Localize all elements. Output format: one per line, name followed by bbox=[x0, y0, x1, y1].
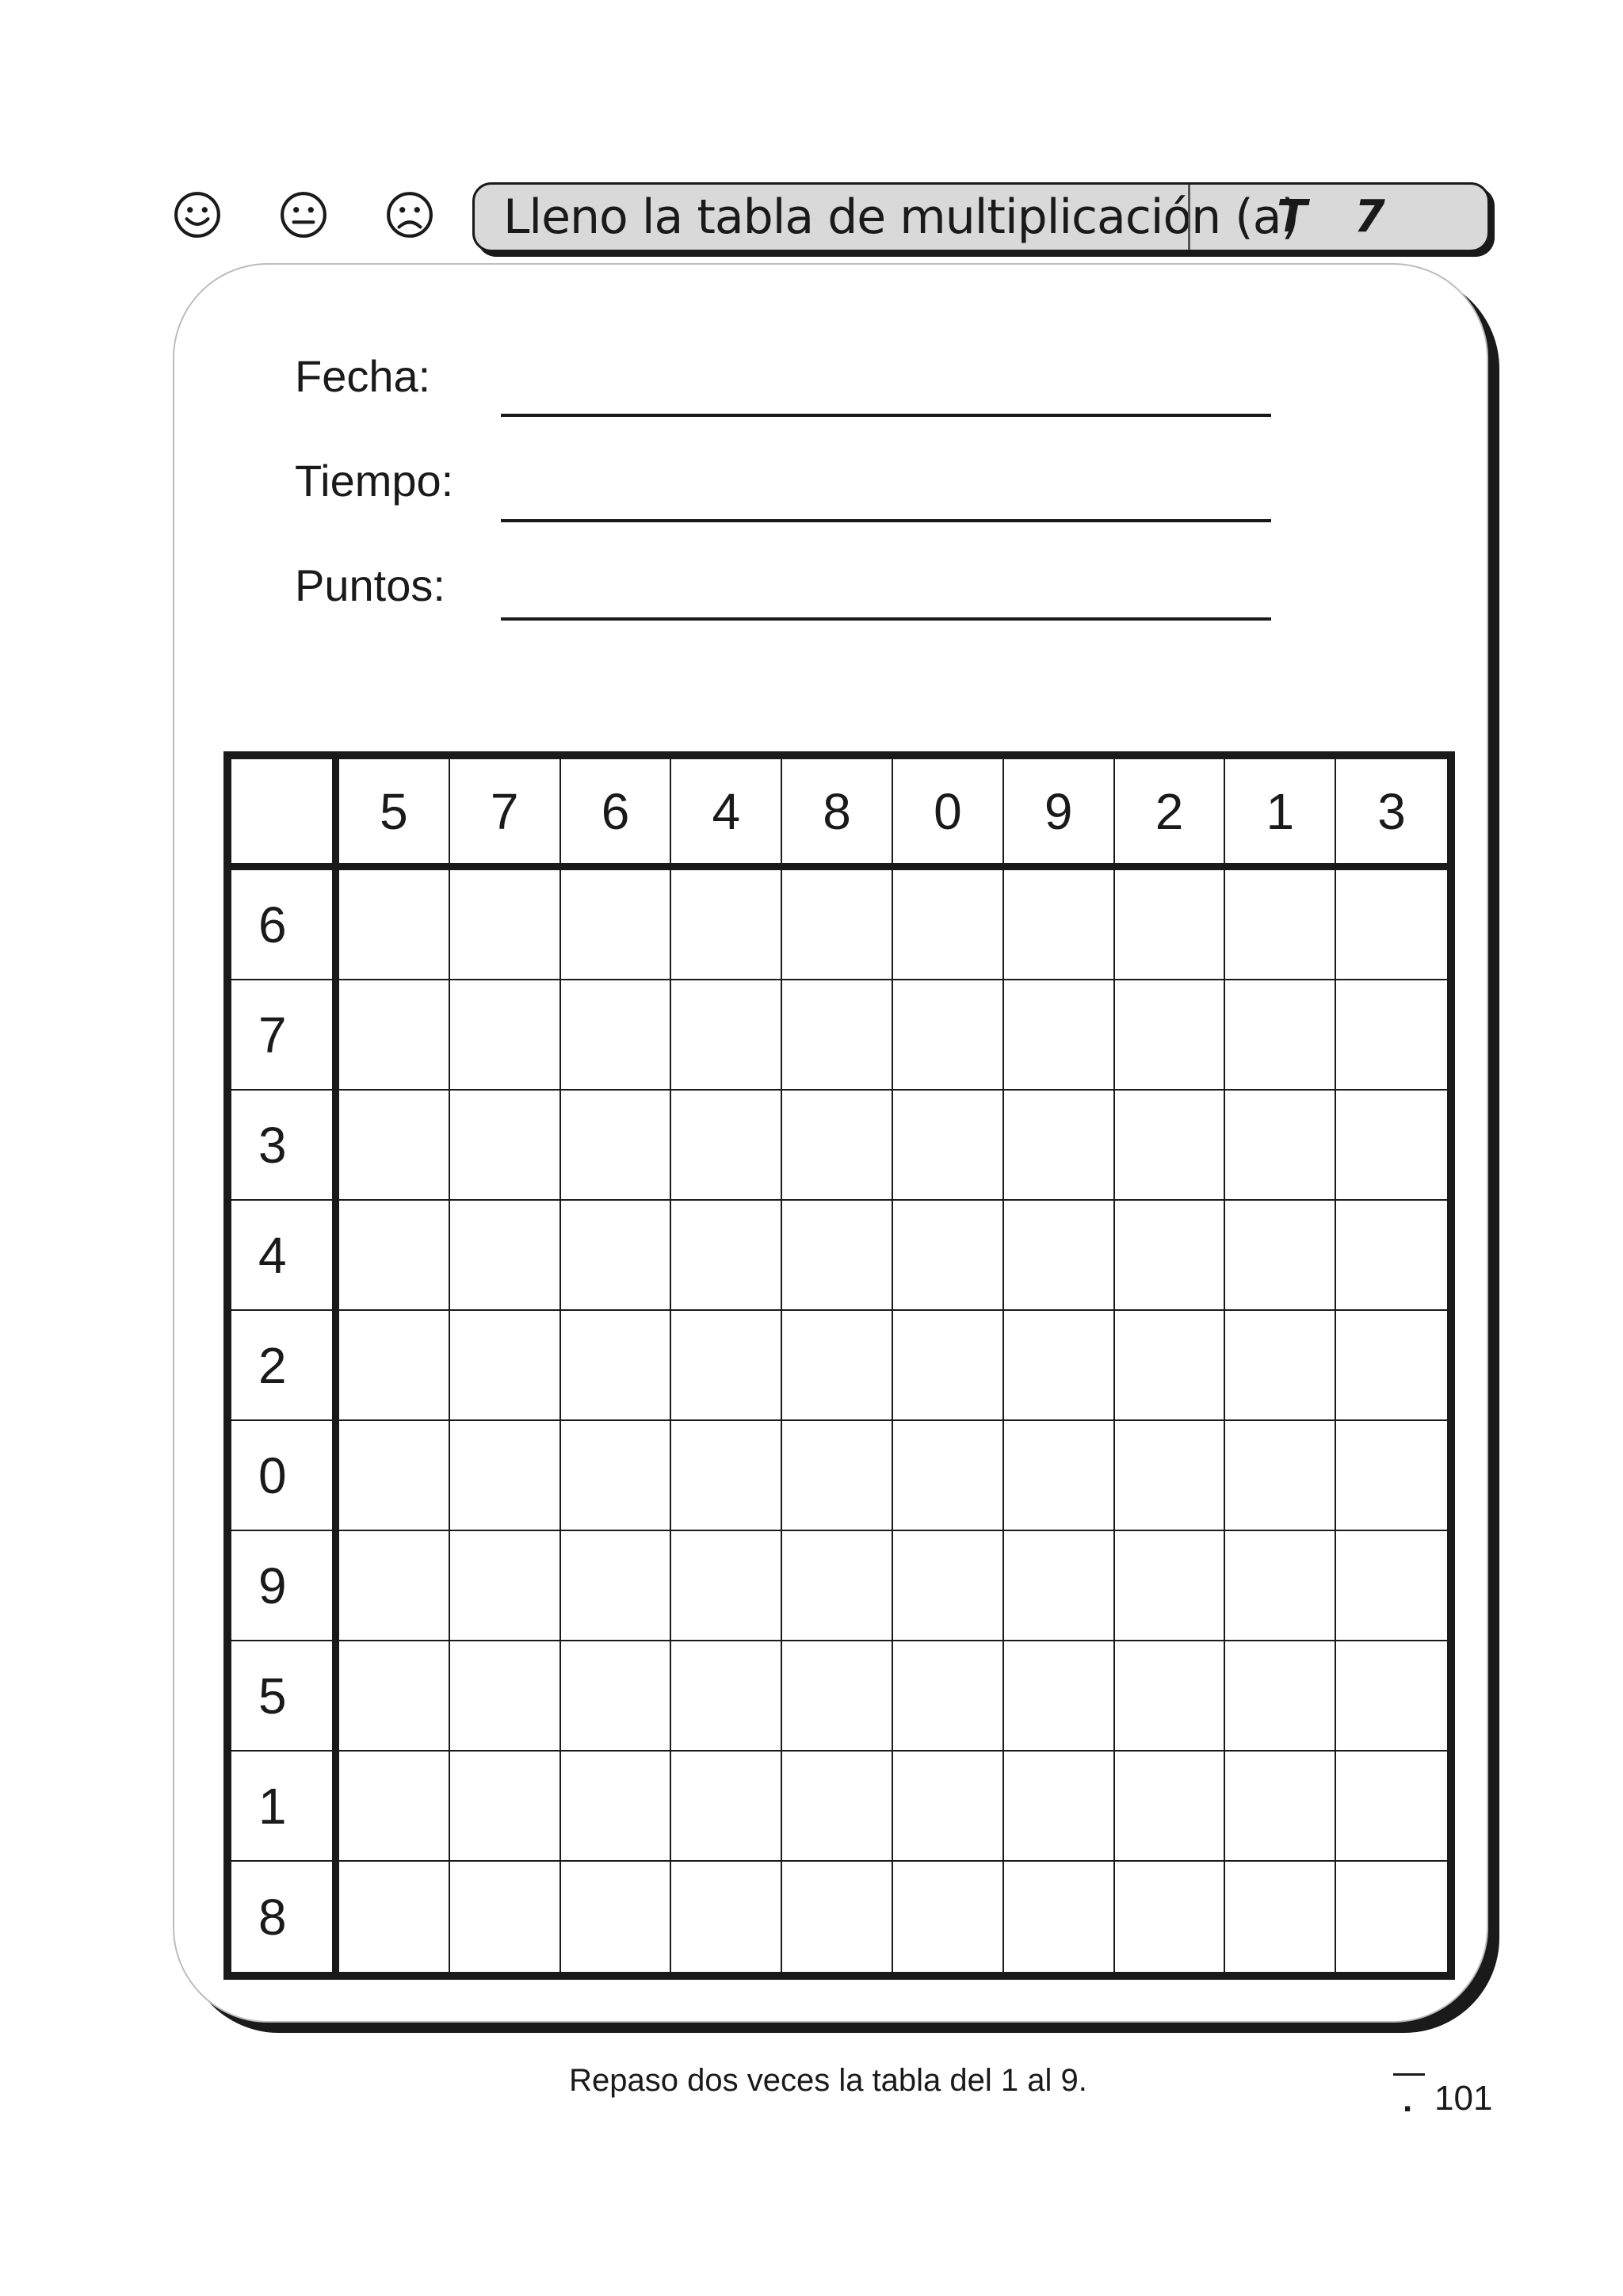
answer-cell[interactable] bbox=[1004, 1862, 1115, 1972]
answer-cell[interactable] bbox=[782, 1311, 893, 1421]
answer-cell[interactable] bbox=[561, 1311, 672, 1421]
answer-cell[interactable] bbox=[339, 1641, 450, 1752]
title-bar bbox=[472, 182, 1490, 252]
answer-cell[interactable] bbox=[1336, 1531, 1447, 1641]
answer-cell[interactable] bbox=[1115, 1421, 1226, 1531]
answer-cell[interactable] bbox=[782, 1862, 893, 1972]
answer-cell[interactable] bbox=[1004, 1641, 1115, 1752]
answer-cell[interactable] bbox=[1225, 980, 1336, 1091]
tiempo-line[interactable] bbox=[501, 519, 1271, 522]
answer-cell[interactable] bbox=[450, 1311, 561, 1421]
answer-cell[interactable] bbox=[1225, 1311, 1336, 1421]
answer-cell[interactable] bbox=[1115, 870, 1226, 980]
answer-cell[interactable] bbox=[1115, 1862, 1226, 1972]
answer-cell[interactable] bbox=[561, 1862, 672, 1972]
answer-cell[interactable] bbox=[450, 980, 561, 1091]
answer-cell[interactable] bbox=[893, 1862, 1004, 1972]
page-mark-line bbox=[1393, 2073, 1425, 2076]
answer-cell[interactable] bbox=[1336, 870, 1447, 980]
neutral-face-icon[interactable] bbox=[279, 190, 328, 239]
answer-cell[interactable] bbox=[1115, 1311, 1226, 1421]
answer-cell[interactable] bbox=[782, 1641, 893, 1752]
answer-cell[interactable] bbox=[1004, 1752, 1115, 1862]
answer-cell[interactable] bbox=[339, 1862, 450, 1972]
answer-cell[interactable] bbox=[339, 980, 450, 1091]
answer-cell[interactable] bbox=[450, 1531, 561, 1641]
answer-cell[interactable] bbox=[1336, 1311, 1447, 1421]
column-header: 2 bbox=[1115, 759, 1226, 870]
row-header: 1 bbox=[231, 1752, 339, 1862]
tiempo-label: Tiempo: bbox=[295, 456, 454, 506]
answer-cell[interactable] bbox=[782, 870, 893, 980]
answer-cell[interactable] bbox=[893, 1641, 1004, 1752]
answer-cell[interactable] bbox=[782, 1421, 893, 1531]
answer-cell[interactable] bbox=[1004, 1531, 1115, 1641]
answer-cell[interactable] bbox=[1225, 1641, 1336, 1752]
answer-cell[interactable] bbox=[450, 1091, 561, 1201]
corner-cell bbox=[231, 759, 339, 870]
answer-cell[interactable] bbox=[561, 870, 672, 980]
answer-cell[interactable] bbox=[1115, 1091, 1226, 1201]
answer-cell[interactable] bbox=[1336, 1201, 1447, 1311]
answer-cell[interactable] bbox=[1115, 1752, 1226, 1862]
row-header: 7 bbox=[231, 980, 339, 1091]
answer-cell[interactable] bbox=[561, 1091, 672, 1201]
answer-cell[interactable] bbox=[782, 1201, 893, 1311]
puntos-label: Puntos: bbox=[295, 560, 445, 610]
answer-cell[interactable] bbox=[1115, 1531, 1226, 1641]
answer-cell[interactable] bbox=[1004, 1201, 1115, 1311]
answer-cell[interactable] bbox=[671, 1201, 782, 1311]
answer-cell[interactable] bbox=[561, 1641, 672, 1752]
row-header: 4 bbox=[231, 1201, 339, 1311]
answer-cell[interactable] bbox=[450, 1201, 561, 1311]
answer-cell[interactable] bbox=[1004, 1091, 1115, 1201]
answer-cell[interactable] bbox=[893, 1531, 1004, 1641]
worksheet-code: T 7 bbox=[1277, 191, 1401, 243]
answer-cell[interactable] bbox=[1336, 1421, 1447, 1531]
answer-cell[interactable] bbox=[1004, 1311, 1115, 1421]
answer-cell[interactable] bbox=[1336, 1641, 1447, 1752]
answer-cell[interactable] bbox=[450, 1752, 561, 1862]
answer-cell[interactable] bbox=[1336, 1752, 1447, 1862]
answer-cell[interactable] bbox=[893, 870, 1004, 980]
answer-cell[interactable] bbox=[1225, 1862, 1336, 1972]
page-title: Lleno la tabla de multiplicación (a) bbox=[503, 189, 1299, 245]
column-header: 9 bbox=[1004, 759, 1115, 870]
answer-cell[interactable] bbox=[450, 1421, 561, 1531]
fecha-line[interactable] bbox=[501, 414, 1271, 417]
column-header: 3 bbox=[1336, 759, 1447, 870]
row-header: 5 bbox=[231, 1641, 339, 1752]
answer-cell[interactable] bbox=[1225, 1752, 1336, 1862]
multiplication-table bbox=[223, 751, 1455, 1980]
answer-cell[interactable] bbox=[1225, 1201, 1336, 1311]
answer-cell[interactable] bbox=[782, 1752, 893, 1862]
answer-cell[interactable] bbox=[671, 870, 782, 980]
answer-cell[interactable] bbox=[339, 1091, 450, 1201]
column-header: 0 bbox=[893, 759, 1004, 870]
sad-face-icon[interactable] bbox=[385, 190, 434, 239]
answer-cell[interactable] bbox=[671, 1862, 782, 1972]
answer-cell[interactable] bbox=[339, 870, 450, 980]
answer-cell[interactable] bbox=[782, 1531, 893, 1641]
answer-cell[interactable] bbox=[561, 1421, 672, 1531]
answer-cell[interactable] bbox=[1336, 1862, 1447, 1972]
row-header: 6 bbox=[231, 870, 339, 980]
answer-cell[interactable] bbox=[671, 1091, 782, 1201]
row-header: 3 bbox=[231, 1091, 339, 1201]
page-mark: . bbox=[1403, 2080, 1413, 2119]
happy-face-icon[interactable] bbox=[173, 190, 222, 239]
answer-cell[interactable] bbox=[893, 1421, 1004, 1531]
column-header: 8 bbox=[782, 759, 893, 870]
answer-cell[interactable] bbox=[893, 1311, 1004, 1421]
answer-cell[interactable] bbox=[671, 1311, 782, 1421]
footer-instruction: Repaso dos veces la tabla del 1 al 9. bbox=[569, 2063, 1087, 2098]
page-number: 101 bbox=[1434, 2079, 1493, 2118]
answer-cell[interactable] bbox=[1004, 980, 1115, 1091]
answer-cell[interactable] bbox=[339, 1421, 450, 1531]
answer-cell[interactable] bbox=[339, 1752, 450, 1862]
answer-cell[interactable] bbox=[339, 1531, 450, 1641]
answer-cell[interactable] bbox=[1336, 1091, 1447, 1201]
column-header: 4 bbox=[671, 759, 782, 870]
answer-cell[interactable] bbox=[450, 870, 561, 980]
answer-cell[interactable] bbox=[339, 1311, 450, 1421]
fecha-label: Fecha: bbox=[295, 351, 431, 401]
answer-cell[interactable] bbox=[1225, 870, 1336, 980]
column-header: 7 bbox=[450, 759, 561, 870]
answer-cell[interactable] bbox=[450, 1862, 561, 1972]
answer-cell[interactable] bbox=[893, 980, 1004, 1091]
row-header: 8 bbox=[231, 1862, 339, 1972]
answer-cell[interactable] bbox=[339, 1201, 450, 1311]
row-header: 2 bbox=[231, 1311, 339, 1421]
answer-cell[interactable] bbox=[1004, 1421, 1115, 1531]
answer-cell[interactable] bbox=[893, 1201, 1004, 1311]
answer-cell[interactable] bbox=[671, 1421, 782, 1531]
puntos-line[interactable] bbox=[501, 617, 1271, 621]
answer-cell[interactable] bbox=[782, 1091, 893, 1201]
answer-cell[interactable] bbox=[782, 980, 893, 1091]
answer-cell[interactable] bbox=[450, 1641, 561, 1752]
row-header: 9 bbox=[231, 1531, 339, 1641]
answer-cell[interactable] bbox=[1336, 980, 1447, 1091]
answer-cell[interactable] bbox=[893, 1752, 1004, 1862]
answer-cell[interactable] bbox=[1225, 1421, 1336, 1531]
answer-cell[interactable] bbox=[671, 1641, 782, 1752]
column-header: 5 bbox=[339, 759, 450, 870]
answer-cell[interactable] bbox=[561, 1752, 672, 1862]
answer-cell[interactable] bbox=[561, 1531, 672, 1641]
answer-cell[interactable] bbox=[561, 980, 672, 1091]
column-header: 1 bbox=[1225, 759, 1336, 870]
answer-cell[interactable] bbox=[561, 1201, 672, 1311]
answer-cell[interactable] bbox=[671, 980, 782, 1091]
answer-cell[interactable] bbox=[671, 1531, 782, 1641]
column-header: 6 bbox=[561, 759, 672, 870]
answer-cell[interactable] bbox=[1115, 1201, 1226, 1311]
answer-cell[interactable] bbox=[893, 1091, 1004, 1201]
answer-cell[interactable] bbox=[1225, 1091, 1336, 1201]
answer-cell[interactable] bbox=[1115, 980, 1226, 1091]
row-header: 0 bbox=[231, 1421, 339, 1531]
answer-cell[interactable] bbox=[671, 1752, 782, 1862]
answer-cell[interactable] bbox=[1225, 1531, 1336, 1641]
answer-cell[interactable] bbox=[1004, 870, 1115, 980]
answer-cell[interactable] bbox=[1115, 1641, 1226, 1752]
